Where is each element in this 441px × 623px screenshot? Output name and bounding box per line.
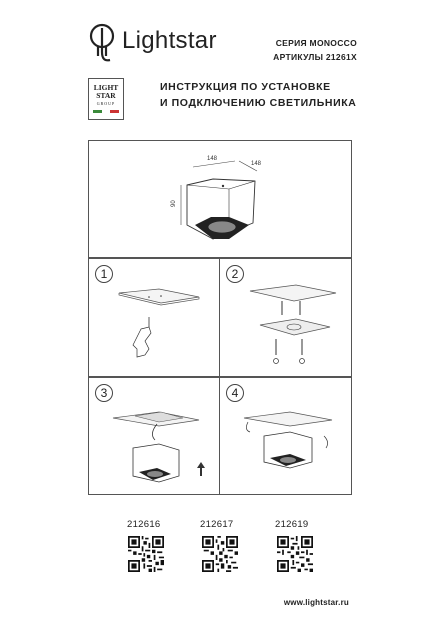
step-2-panel bbox=[219, 258, 352, 377]
step-4-drawing bbox=[220, 378, 351, 494]
dim-width-label: 148 bbox=[207, 156, 218, 162]
fixture-dimension-drawing bbox=[89, 141, 351, 257]
instruction-title bbox=[160, 79, 356, 111]
dim-depth-label: 148 bbox=[251, 161, 262, 167]
badge-line-1: LIGHT bbox=[93, 83, 119, 92]
brand-badge bbox=[88, 78, 124, 120]
step-1-panel bbox=[88, 258, 220, 377]
qr-code-212619[interactable] bbox=[277, 536, 313, 572]
step-1-number: 1 bbox=[95, 265, 113, 283]
series-info bbox=[273, 36, 357, 64]
qr-code-212617[interactable] bbox=[202, 536, 238, 572]
dim-height-label: 90 bbox=[171, 200, 177, 207]
badge-line-3: GROUP bbox=[96, 101, 116, 106]
article-code-1: 212616 bbox=[127, 519, 161, 530]
article-code-2: 212617 bbox=[200, 519, 234, 530]
title-line-1: ИНСТРУКЦИЯ ПО УСТАНОВКЕ bbox=[160, 81, 331, 93]
step-2-number: 2 bbox=[226, 265, 244, 283]
title-line-2: И ПОДКЛЮЧЕНИЮ СВЕТИЛЬНИКА bbox=[160, 97, 357, 109]
lightstar-logo-icon bbox=[88, 22, 118, 66]
badge-flag-stripe bbox=[93, 110, 119, 113]
qr-code-212616[interactable] bbox=[128, 536, 164, 572]
series-line: СЕРИЯ MONOCCO bbox=[275, 38, 357, 48]
step-2-drawing bbox=[220, 259, 351, 376]
brand-name: Lightstar bbox=[122, 27, 217, 54]
articles-line: АРТИКУЛЫ 21261X bbox=[273, 52, 357, 62]
step-4-number: 4 bbox=[226, 384, 244, 402]
article-code-3: 212619 bbox=[275, 519, 309, 530]
step-4-panel bbox=[219, 377, 352, 495]
step-1-drawing bbox=[89, 259, 219, 376]
badge-line-2: STAR bbox=[96, 91, 116, 100]
dimensions-panel bbox=[88, 140, 352, 258]
step-3-panel bbox=[88, 377, 220, 495]
footer-website-link[interactable]: www.lightstar.ru bbox=[283, 598, 349, 607]
step-3-number: 3 bbox=[95, 384, 113, 402]
step-3-drawing bbox=[89, 378, 219, 494]
